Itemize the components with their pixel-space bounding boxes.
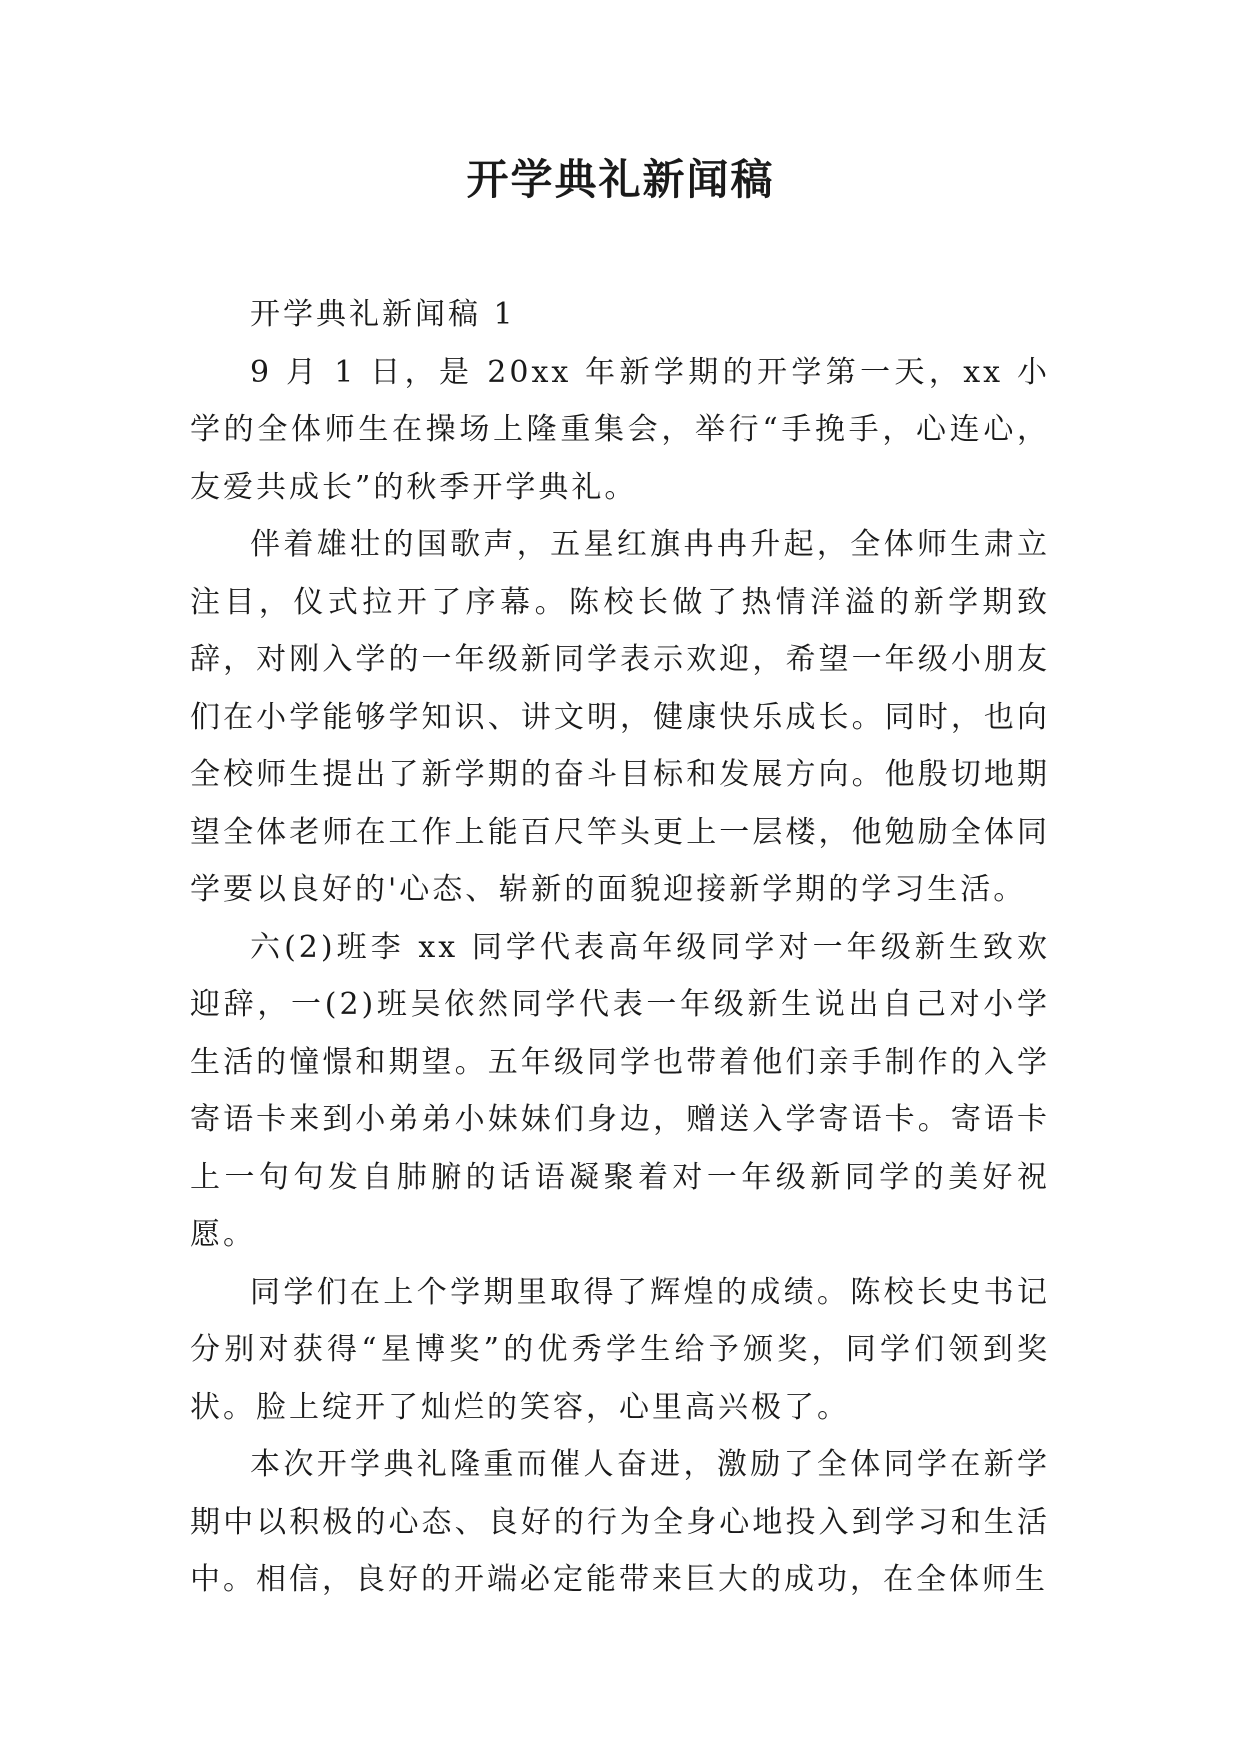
document-title: 开学典礼新闻稿 xyxy=(466,155,775,204)
paragraph: 同学们在上个学期里取得了辉煌的成绩。陈校长史书记分别对获得“星博奖”的优秀学生给予颁奖，同学们领到奖状。脸上绽开了灿烂的笑容，心里高兴极了。 xyxy=(190,1274,1050,1425)
paragraph: 9 月 1 日，是 20xx 年新学期的开学第一天，xx 小学的全体师生在操场上隆重集会，举行“手挽手，心连心，友爱共成长”的秋季开学典礼。 xyxy=(190,354,1050,505)
paragraph: 伴着雄壮的国歌声，五星红旗冉冉升起，全体师生肃立注目，仪式拉开了序幕。陈校长做了热情洋溢的新学期致辞，对刚入学的一年级新同学表示欢迎，希望一年级小朋友们在小学能够学知识、讲文明，健康快乐成长。同时，也向全校师生提出了新学期的奋斗目标和发展方向。他殷切地期望全体老师在工作上能百尺竿头更上一层楼，他勉励全体同学要以良好的'心态、崭新的面貌迎接新学期的学习生活。 xyxy=(190,527,1050,907)
document-body xyxy=(190,286,1050,1609)
paragraph: 本次开学典礼隆重而催人奋进，激励了全体同学在新学期中以积极的心态、良好的行为全身心地投入到学习和生活中。相信，良好的开端必定能带来巨大的成功，在全体师生 xyxy=(190,1447,1050,1597)
paragraph: 六(2)班李 xx 同学代表高年级同学对一年级新生致欢迎辞，一(2)班吴依然同学代表一年级新生说出自己对小学生活的憧憬和期望。五年级同学也带着他们亲手制作的入学寄语卡来到小弟弟小妹妹们身边，赠送入学寄语卡。寄语卡上一句句发自肺腑的话语凝聚着对一年级新同学的美好祝愿。 xyxy=(190,929,1050,1252)
section-heading: 开学典礼新闻稿 1 xyxy=(250,297,516,332)
